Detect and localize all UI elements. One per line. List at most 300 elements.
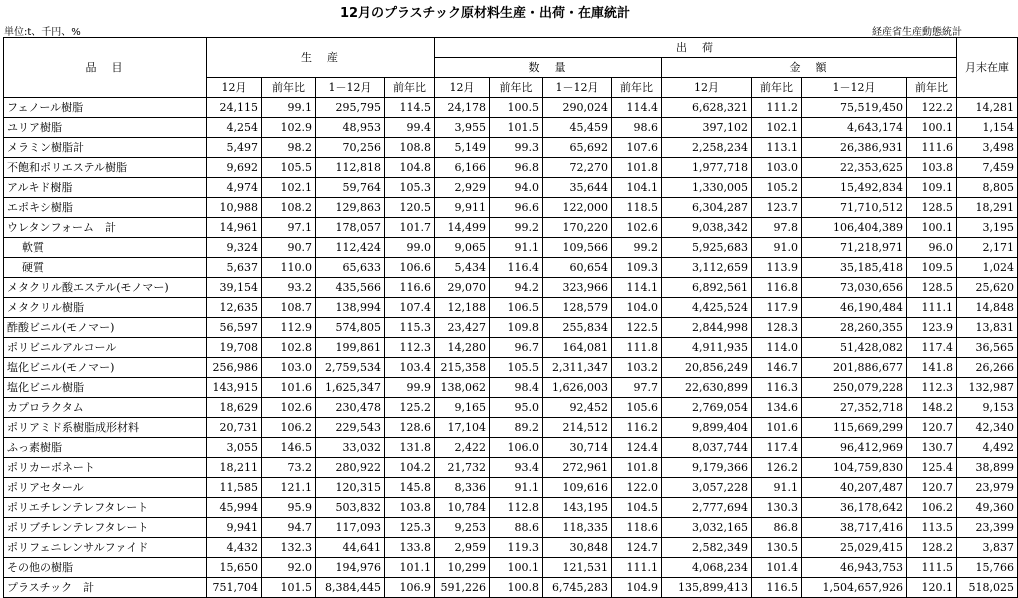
cell-amount-jan-dec-yoy: 111.1: [907, 298, 957, 318]
cell-amount-jan-dec: 71,710,512: [802, 198, 907, 218]
cell-quantity-dec: 14,280: [435, 338, 490, 358]
cell-production-jan-dec: 48,953: [316, 118, 385, 138]
cell-amount-jan-dec: 27,352,718: [802, 398, 907, 418]
cell-amount-dec: 20,856,249: [662, 358, 752, 378]
cell-quantity-dec-yoy: 94.2: [490, 278, 543, 298]
table-row: [4, 438, 1018, 458]
cell-production-dec: 45,994: [207, 498, 262, 518]
cell-quantity-jan-dec-yoy: 122.5: [612, 318, 662, 338]
cell-production-jan-dec: 8,384,445: [316, 578, 385, 598]
header-amount-dec: 12月: [662, 78, 752, 98]
row-item-name: エポキシ樹脂: [4, 198, 207, 218]
cell-amount-dec-yoy: 113.9: [752, 258, 802, 278]
cell-quantity-jan-dec: 323,966: [543, 278, 612, 298]
cell-quantity-jan-dec-yoy: 118.6: [612, 518, 662, 538]
cell-amount-dec: 1,330,005: [662, 178, 752, 198]
cell-production-dec: 18,211: [207, 458, 262, 478]
cell-production-dec-yoy: 108.7: [262, 298, 316, 318]
cell-amount-jan-dec: 75,519,450: [802, 98, 907, 118]
cell-quantity-dec: 591,226: [435, 578, 490, 598]
row-item-name: メラミン樹脂計: [4, 138, 207, 158]
cell-quantity-jan-dec-yoy: 111.8: [612, 338, 662, 358]
cell-month-end-stock: 14,281: [957, 98, 1018, 118]
table-row: [4, 98, 1018, 118]
cell-production-dec-yoy: 112.9: [262, 318, 316, 338]
row-item-name: メタクリル樹脂: [4, 298, 207, 318]
header-amount: 金 額: [662, 58, 957, 78]
cell-production-dec: 5,497: [207, 138, 262, 158]
cell-month-end-stock: 42,340: [957, 418, 1018, 438]
cell-production-dec-yoy: 146.5: [262, 438, 316, 458]
cell-quantity-dec-yoy: 95.0: [490, 398, 543, 418]
source-note: 経産省生産動態統計: [872, 27, 962, 38]
cell-quantity-jan-dec-yoy: 114.1: [612, 278, 662, 298]
cell-production-jan-dec: 229,543: [316, 418, 385, 438]
cell-quantity-dec: 2,422: [435, 438, 490, 458]
cell-quantity-jan-dec: 65,692: [543, 138, 612, 158]
cell-amount-jan-dec: 73,030,656: [802, 278, 907, 298]
cell-production-dec: 256,986: [207, 358, 262, 378]
cell-production-jan-dec: 138,994: [316, 298, 385, 318]
cell-month-end-stock: 3,195: [957, 218, 1018, 238]
cell-amount-dec-yoy: 97.8: [752, 218, 802, 238]
cell-month-end-stock: 26,266: [957, 358, 1018, 378]
cell-production-dec-yoy: 103.0: [262, 358, 316, 378]
cell-production-jan-dec: 280,922: [316, 458, 385, 478]
table-row: [4, 518, 1018, 538]
row-item-name: その他の樹脂: [4, 558, 207, 578]
header-production-dec-yoy: 前年比: [262, 78, 316, 98]
cell-amount-jan-dec-yoy: 112.3: [907, 378, 957, 398]
cell-production-jan-dec-yoy: 128.6: [385, 418, 435, 438]
table-row: [4, 338, 1018, 358]
cell-amount-jan-dec: 51,428,082: [802, 338, 907, 358]
cell-month-end-stock: 38,899: [957, 458, 1018, 478]
cell-quantity-dec-yoy: 91.1: [490, 478, 543, 498]
cell-quantity-jan-dec: 118,335: [543, 518, 612, 538]
cell-production-dec-yoy: 102.8: [262, 338, 316, 358]
cell-production-dec: 5,637: [207, 258, 262, 278]
cell-month-end-stock: 23,979: [957, 478, 1018, 498]
cell-amount-dec: 4,911,935: [662, 338, 752, 358]
cell-quantity-dec-yoy: 100.8: [490, 578, 543, 598]
cell-amount-jan-dec: 4,643,174: [802, 118, 907, 138]
cell-production-dec: 10,988: [207, 198, 262, 218]
cell-production-jan-dec-yoy: 104.8: [385, 158, 435, 178]
cell-production-jan-dec-yoy: 99.0: [385, 238, 435, 258]
cell-production-jan-dec: 295,795: [316, 98, 385, 118]
table-body: [4, 98, 1018, 598]
cell-production-dec-yoy: 132.3: [262, 538, 316, 558]
cell-quantity-dec: 8,336: [435, 478, 490, 498]
cell-month-end-stock: 8,805: [957, 178, 1018, 198]
cell-amount-jan-dec-yoy: 106.2: [907, 498, 957, 518]
cell-production-dec: 4,432: [207, 538, 262, 558]
cell-amount-dec: 4,068,234: [662, 558, 752, 578]
row-item-name: 酢酸ビニル(モノマー): [4, 318, 207, 338]
cell-production-jan-dec-yoy: 106.9: [385, 578, 435, 598]
cell-amount-jan-dec-yoy: 109.1: [907, 178, 957, 198]
table-row: [4, 458, 1018, 478]
cell-month-end-stock: 3,837: [957, 538, 1018, 558]
table-row: [4, 478, 1018, 498]
cell-amount-jan-dec: 96,412,969: [802, 438, 907, 458]
cell-quantity-jan-dec: 255,834: [543, 318, 612, 338]
cell-production-dec-yoy: 93.2: [262, 278, 316, 298]
cell-quantity-jan-dec: 92,452: [543, 398, 612, 418]
cell-production-jan-dec: 1,625,347: [316, 378, 385, 398]
cell-production-dec: 15,650: [207, 558, 262, 578]
cell-production-jan-dec: 120,315: [316, 478, 385, 498]
cell-production-dec-yoy: 92.0: [262, 558, 316, 578]
cell-quantity-dec-yoy: 112.8: [490, 498, 543, 518]
cell-quantity-dec-yoy: 96.7: [490, 338, 543, 358]
cell-amount-dec: 2,777,694: [662, 498, 752, 518]
cell-production-jan-dec-yoy: 112.3: [385, 338, 435, 358]
cell-amount-jan-dec: 71,218,971: [802, 238, 907, 258]
cell-amount-dec-yoy: 116.8: [752, 278, 802, 298]
row-item-name: 軟質: [4, 238, 207, 258]
cell-production-jan-dec: 70,256: [316, 138, 385, 158]
cell-production-dec: 9,692: [207, 158, 262, 178]
cell-production-dec: 20,731: [207, 418, 262, 438]
cell-production-jan-dec: 574,805: [316, 318, 385, 338]
cell-production-dec-yoy: 110.0: [262, 258, 316, 278]
cell-amount-dec: 2,582,349: [662, 538, 752, 558]
cell-production-jan-dec-yoy: 101.1: [385, 558, 435, 578]
cell-quantity-jan-dec-yoy: 122.0: [612, 478, 662, 498]
table-row: [4, 498, 1018, 518]
cell-amount-dec-yoy: 146.7: [752, 358, 802, 378]
table-row: [4, 558, 1018, 578]
cell-quantity-jan-dec: 170,220: [543, 218, 612, 238]
cell-amount-dec-yoy: 128.3: [752, 318, 802, 338]
header-production-dec: 12月: [207, 78, 262, 98]
cell-amount-dec: 3,057,228: [662, 478, 752, 498]
cell-amount-dec: 397,102: [662, 118, 752, 138]
row-item-name: ポリブチレンテレフタレート: [4, 518, 207, 538]
cell-amount-dec: 22,630,899: [662, 378, 752, 398]
cell-quantity-jan-dec-yoy: 105.6: [612, 398, 662, 418]
cell-quantity-dec: 14,499: [435, 218, 490, 238]
cell-amount-jan-dec: 35,185,418: [802, 258, 907, 278]
cell-production-jan-dec: 230,478: [316, 398, 385, 418]
cell-production-dec-yoy: 102.9: [262, 118, 316, 138]
cell-quantity-jan-dec-yoy: 101.8: [612, 458, 662, 478]
cell-amount-jan-dec: 15,492,834: [802, 178, 907, 198]
row-item-name: 硬質: [4, 258, 207, 278]
cell-production-dec-yoy: 102.1: [262, 178, 316, 198]
cell-amount-jan-dec-yoy: 120.7: [907, 478, 957, 498]
cell-production-dec-yoy: 101.5: [262, 578, 316, 598]
cell-production-jan-dec-yoy: 101.7: [385, 218, 435, 238]
cell-amount-jan-dec-yoy: 120.1: [907, 578, 957, 598]
row-item-name: 塩化ビニル(モノマー): [4, 358, 207, 378]
cell-amount-jan-dec: 38,717,416: [802, 518, 907, 538]
row-item-name: ふっ素樹脂: [4, 438, 207, 458]
table-row: [4, 138, 1018, 158]
cell-production-jan-dec: 117,093: [316, 518, 385, 538]
cell-amount-jan-dec: 46,943,753: [802, 558, 907, 578]
table-row: [4, 298, 1018, 318]
cell-amount-jan-dec-yoy: 117.4: [907, 338, 957, 358]
cell-quantity-jan-dec-yoy: 98.6: [612, 118, 662, 138]
cell-production-dec-yoy: 95.9: [262, 498, 316, 518]
row-item-name: カプロラクタム: [4, 398, 207, 418]
cell-amount-dec-yoy: 116.5: [752, 578, 802, 598]
header-quantity-jan-dec-yoy: 前年比: [612, 78, 662, 98]
cell-month-end-stock: 9,153: [957, 398, 1018, 418]
table-row: [4, 238, 1018, 258]
cell-amount-jan-dec-yoy: 120.7: [907, 418, 957, 438]
cell-quantity-jan-dec: 122,000: [543, 198, 612, 218]
cell-quantity-dec: 10,784: [435, 498, 490, 518]
cell-production-dec-yoy: 121.1: [262, 478, 316, 498]
cell-amount-dec: 8,037,744: [662, 438, 752, 458]
cell-production-dec: 11,585: [207, 478, 262, 498]
cell-production-jan-dec: 503,832: [316, 498, 385, 518]
cell-quantity-dec-yoy: 99.3: [490, 138, 543, 158]
cell-amount-jan-dec: 40,207,487: [802, 478, 907, 498]
cell-quantity-dec-yoy: 96.6: [490, 198, 543, 218]
cell-production-jan-dec-yoy: 103.4: [385, 358, 435, 378]
cell-amount-jan-dec: 1,504,657,926: [802, 578, 907, 598]
cell-quantity-dec: 12,188: [435, 298, 490, 318]
cell-amount-dec: 4,425,524: [662, 298, 752, 318]
cell-quantity-dec: 23,427: [435, 318, 490, 338]
cell-quantity-jan-dec-yoy: 104.9: [612, 578, 662, 598]
cell-quantity-dec: 29,070: [435, 278, 490, 298]
row-item-name: フェノール樹脂: [4, 98, 207, 118]
cell-amount-dec-yoy: 126.2: [752, 458, 802, 478]
cell-quantity-dec-yoy: 99.2: [490, 218, 543, 238]
header-production-jan-dec: 1－12月: [316, 78, 385, 98]
cell-amount-jan-dec: 26,386,931: [802, 138, 907, 158]
cell-production-dec: 9,324: [207, 238, 262, 258]
table-row: [4, 118, 1018, 138]
cell-amount-jan-dec-yoy: 100.1: [907, 118, 957, 138]
header-item: 品 目: [4, 38, 207, 98]
cell-amount-jan-dec-yoy: 122.2: [907, 98, 957, 118]
cell-amount-dec-yoy: 102.1: [752, 118, 802, 138]
row-item-name: アルキド樹脂: [4, 178, 207, 198]
table-row: [4, 158, 1018, 178]
table-row: [4, 358, 1018, 378]
statistics-table: [3, 37, 1018, 598]
cell-production-jan-dec-yoy: 145.8: [385, 478, 435, 498]
cell-production-jan-dec-yoy: 120.5: [385, 198, 435, 218]
row-item-name: ウレタンフォーム 計: [4, 218, 207, 238]
cell-production-dec: 9,941: [207, 518, 262, 538]
cell-production-dec: 751,704: [207, 578, 262, 598]
row-item-name: 不飽和ポリエステル樹脂: [4, 158, 207, 178]
cell-quantity-jan-dec: 30,848: [543, 538, 612, 558]
cell-quantity-jan-dec-yoy: 124.7: [612, 538, 662, 558]
cell-quantity-dec-yoy: 93.4: [490, 458, 543, 478]
cell-quantity-dec: 6,166: [435, 158, 490, 178]
cell-amount-dec-yoy: 111.2: [752, 98, 802, 118]
cell-production-jan-dec-yoy: 116.6: [385, 278, 435, 298]
cell-production-dec: 3,055: [207, 438, 262, 458]
row-item-name: プラスチック 計: [4, 578, 207, 598]
cell-quantity-dec-yoy: 96.8: [490, 158, 543, 178]
cell-quantity-dec-yoy: 100.1: [490, 558, 543, 578]
cell-quantity-dec: 9,165: [435, 398, 490, 418]
cell-amount-dec: 6,304,287: [662, 198, 752, 218]
cell-production-jan-dec-yoy: 125.2: [385, 398, 435, 418]
table-row: [4, 578, 1018, 598]
cell-production-dec: 12,635: [207, 298, 262, 318]
header-quantity-dec: 12月: [435, 78, 490, 98]
cell-amount-dec-yoy: 103.0: [752, 158, 802, 178]
cell-amount-jan-dec-yoy: 128.5: [907, 198, 957, 218]
cell-production-jan-dec: 129,863: [316, 198, 385, 218]
header-quantity-dec-yoy: 前年比: [490, 78, 543, 98]
cell-month-end-stock: 36,565: [957, 338, 1018, 358]
cell-production-dec: 4,974: [207, 178, 262, 198]
cell-quantity-dec: 9,065: [435, 238, 490, 258]
cell-production-jan-dec: 44,641: [316, 538, 385, 558]
unit-note: 単位:t、千円、%: [4, 27, 81, 38]
cell-amount-jan-dec: 250,079,228: [802, 378, 907, 398]
cell-amount-jan-dec: 36,178,642: [802, 498, 907, 518]
cell-quantity-jan-dec: 214,512: [543, 418, 612, 438]
cell-production-jan-dec: 112,818: [316, 158, 385, 178]
cell-quantity-dec: 21,732: [435, 458, 490, 478]
cell-production-jan-dec-yoy: 131.8: [385, 438, 435, 458]
header-amount-jan-dec: 1－12月: [802, 78, 907, 98]
cell-amount-dec: 2,769,054: [662, 398, 752, 418]
cell-production-dec: 143,915: [207, 378, 262, 398]
cell-quantity-jan-dec-yoy: 104.1: [612, 178, 662, 198]
header-shipment: 出 荷: [435, 38, 957, 58]
cell-month-end-stock: 15,766: [957, 558, 1018, 578]
cell-amount-jan-dec-yoy: 100.1: [907, 218, 957, 238]
cell-amount-jan-dec: 22,353,625: [802, 158, 907, 178]
cell-amount-jan-dec: 201,886,677: [802, 358, 907, 378]
cell-quantity-jan-dec: 109,566: [543, 238, 612, 258]
cell-quantity-jan-dec-yoy: 114.4: [612, 98, 662, 118]
cell-month-end-stock: 14,848: [957, 298, 1018, 318]
table-row: [4, 178, 1018, 198]
cell-production-jan-dec-yoy: 104.2: [385, 458, 435, 478]
cell-production-jan-dec-yoy: 114.5: [385, 98, 435, 118]
cell-quantity-jan-dec: 45,459: [543, 118, 612, 138]
cell-production-jan-dec: 2,759,534: [316, 358, 385, 378]
cell-quantity-jan-dec: 164,081: [543, 338, 612, 358]
cell-production-dec: 19,708: [207, 338, 262, 358]
cell-month-end-stock: 25,620: [957, 278, 1018, 298]
cell-quantity-dec: 215,358: [435, 358, 490, 378]
header-production-jan-dec-yoy: 前年比: [385, 78, 435, 98]
cell-amount-jan-dec: 115,669,299: [802, 418, 907, 438]
cell-production-dec-yoy: 98.2: [262, 138, 316, 158]
cell-production-jan-dec-yoy: 103.8: [385, 498, 435, 518]
header-quantity-jan-dec: 1－12月: [543, 78, 612, 98]
cell-quantity-dec: 10,299: [435, 558, 490, 578]
cell-quantity-jan-dec: 290,024: [543, 98, 612, 118]
cell-quantity-jan-dec-yoy: 101.8: [612, 158, 662, 178]
table-row: [4, 378, 1018, 398]
cell-amount-jan-dec-yoy: 103.8: [907, 158, 957, 178]
cell-amount-dec-yoy: 105.2: [752, 178, 802, 198]
cell-amount-jan-dec-yoy: 128.5: [907, 278, 957, 298]
cell-amount-dec-yoy: 91.0: [752, 238, 802, 258]
cell-amount-dec: 6,628,321: [662, 98, 752, 118]
cell-production-jan-dec: 33,032: [316, 438, 385, 458]
cell-quantity-jan-dec-yoy: 124.4: [612, 438, 662, 458]
cell-production-dec-yoy: 99.1: [262, 98, 316, 118]
cell-quantity-dec-yoy: 91.1: [490, 238, 543, 258]
table-row: [4, 538, 1018, 558]
cell-month-end-stock: 1,024: [957, 258, 1018, 278]
cell-month-end-stock: 18,291: [957, 198, 1018, 218]
cell-production-jan-dec-yoy: 133.8: [385, 538, 435, 558]
cell-month-end-stock: 4,492: [957, 438, 1018, 458]
cell-quantity-jan-dec-yoy: 116.2: [612, 418, 662, 438]
cell-amount-dec-yoy: 101.4: [752, 558, 802, 578]
cell-quantity-jan-dec: 143,195: [543, 498, 612, 518]
cell-amount-dec-yoy: 116.3: [752, 378, 802, 398]
cell-amount-dec: 1,977,718: [662, 158, 752, 178]
cell-month-end-stock: 132,987: [957, 378, 1018, 398]
report-title: 12月のプラスチック原材料生産・出荷・在庫統計: [339, 6, 631, 21]
cell-quantity-dec: 5,149: [435, 138, 490, 158]
cell-quantity-dec: 138,062: [435, 378, 490, 398]
cell-production-jan-dec: 435,566: [316, 278, 385, 298]
cell-amount-jan-dec-yoy: 128.2: [907, 538, 957, 558]
cell-production-dec-yoy: 105.5: [262, 158, 316, 178]
cell-amount-dec-yoy: 117.4: [752, 438, 802, 458]
cell-quantity-dec: 3,955: [435, 118, 490, 138]
cell-quantity-dec-yoy: 100.5: [490, 98, 543, 118]
cell-quantity-jan-dec: 272,961: [543, 458, 612, 478]
header-amount-jan-dec-yoy: 前年比: [907, 78, 957, 98]
cell-amount-jan-dec-yoy: 96.0: [907, 238, 957, 258]
table-row: [4, 198, 1018, 218]
cell-quantity-jan-dec-yoy: 118.5: [612, 198, 662, 218]
table-row: [4, 278, 1018, 298]
cell-quantity-jan-dec: 35,644: [543, 178, 612, 198]
cell-amount-jan-dec: 28,260,355: [802, 318, 907, 338]
cell-production-jan-dec: 59,764: [316, 178, 385, 198]
cell-amount-dec: 9,899,404: [662, 418, 752, 438]
cell-amount-dec: 135,899,413: [662, 578, 752, 598]
cell-quantity-dec: 2,959: [435, 538, 490, 558]
cell-amount-jan-dec: 25,029,415: [802, 538, 907, 558]
cell-quantity-dec-yoy: 119.3: [490, 538, 543, 558]
cell-amount-dec-yoy: 130.3: [752, 498, 802, 518]
cell-production-dec: 39,154: [207, 278, 262, 298]
header-stock: 月末在庫: [957, 38, 1018, 98]
cell-amount-dec-yoy: 117.9: [752, 298, 802, 318]
table-row: [4, 418, 1018, 438]
cell-quantity-dec-yoy: 98.4: [490, 378, 543, 398]
cell-amount-jan-dec-yoy: 130.7: [907, 438, 957, 458]
cell-amount-jan-dec-yoy: 111.6: [907, 138, 957, 158]
cell-quantity-jan-dec: 72,270: [543, 158, 612, 178]
cell-month-end-stock: 7,459: [957, 158, 1018, 178]
cell-quantity-jan-dec-yoy: 99.2: [612, 238, 662, 258]
cell-production-jan-dec: 194,976: [316, 558, 385, 578]
cell-amount-jan-dec: 104,759,830: [802, 458, 907, 478]
cell-production-jan-dec: 112,424: [316, 238, 385, 258]
cell-production-jan-dec-yoy: 106.6: [385, 258, 435, 278]
cell-quantity-jan-dec-yoy: 109.3: [612, 258, 662, 278]
cell-quantity-jan-dec: 2,311,347: [543, 358, 612, 378]
cell-quantity-dec-yoy: 109.8: [490, 318, 543, 338]
cell-amount-dec: 3,032,165: [662, 518, 752, 538]
